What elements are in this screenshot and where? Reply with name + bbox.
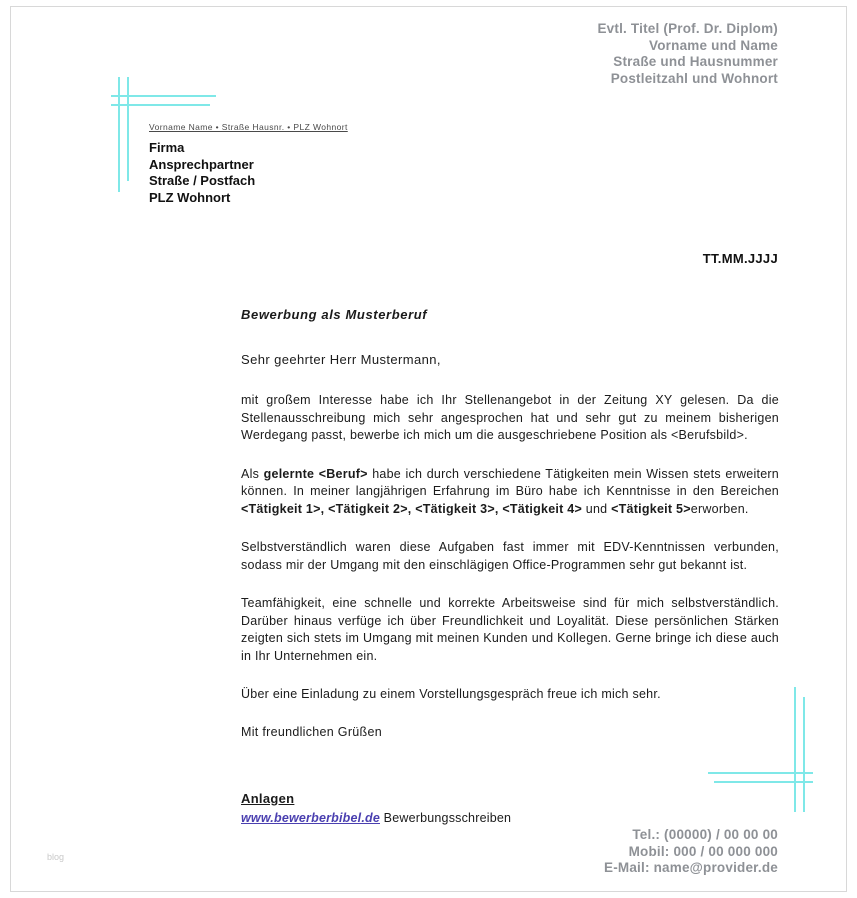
letter-subject: Bewerbung als Musterberuf bbox=[241, 307, 428, 322]
recipient-line-3: Straße / Postfach bbox=[149, 173, 256, 188]
paragraph-edv: Selbstverständlich waren diese Aufgaben fast immer mit EDV-Kenntnissen verbunden, sodass mir der Umgang mit den einschlägigen Office-Programmen sehr gut bekannt ist. bbox=[241, 540, 779, 572]
website-link[interactable]: www.bewerberbibel.de bbox=[241, 810, 380, 825]
qual-text-3: und bbox=[582, 501, 612, 516]
recipient-address-block bbox=[149, 140, 255, 206]
recipient-line-4: PLZ Wohnort bbox=[149, 189, 231, 205]
sender-address-block bbox=[597, 21, 778, 87]
qual-bold-3: <Tätigkeit 5> bbox=[611, 501, 691, 516]
letter-closing: Mit freundlichen Grüßen bbox=[241, 724, 382, 739]
footer-phone: Tel.: (00000) / 00 00 00 bbox=[632, 827, 778, 842]
qual-bold-2: <Tätigkeit 1>, <Tätigkeit 2>, <Tätigkeit 3>, <Tätigkeit 4> bbox=[241, 501, 583, 516]
attachments-text: Bewerbungsschreiben bbox=[380, 810, 512, 825]
qual-text-2: habe ich durch verschiedene Tätigkeiten mein Wissen stets erweitern können. In meiner langjährigen Erfahrung im Büro habe ich Kenntnisse in den Bereichen bbox=[241, 466, 780, 498]
sender-line-3: Straße und Hausnummer bbox=[613, 54, 778, 69]
paragraph-softskills: Teamfähigkeit, eine schnelle und korrekte Arbeitsweise sind für mich selbstverständlich. Darüber hinaus verfüge ich über Freundlichkeit und Loyalität. Diese persönlichen Stärken zeigten sich stets im Umgang mit meinen Kunden und Kollegen. Gerne bringe ich diese auch in Ihr Unternehmen ein. bbox=[241, 596, 779, 663]
qual-bold-1: gelernte <Beruf> bbox=[263, 466, 368, 481]
paragraph-intro: mit großem Interesse habe ich Ihr Stellenangebot in der Zeitung XY gelesen. Da die Stellenausschreibung mich sehr angesprochen hat und sehr gut zu meinem bisherigen Werdegang passt, bewerbe ich mich um die ausgeschriebene Position als <Berufsbild>. bbox=[241, 393, 779, 442]
sender-line-1: Evtl. Titel (Prof. Dr. Diplom) bbox=[597, 21, 778, 36]
letter-salutation: Sehr geehrter Herr Mustermann, bbox=[241, 352, 441, 367]
letter-sheet bbox=[10, 6, 847, 892]
footer-contact-block bbox=[604, 827, 778, 877]
decorative-cross-bottom-right bbox=[708, 687, 813, 812]
recipient-line-1: Firma bbox=[149, 140, 185, 155]
letter-date: TT.MM.JJJJ bbox=[702, 251, 778, 266]
letter-body bbox=[241, 307, 779, 825]
return-address-line: Vorname Name • Straße Hausnr. • PLZ Wohnort bbox=[149, 122, 348, 132]
paragraph-qualifications bbox=[241, 466, 779, 519]
paragraph-invitation: Über eine Einladung zu einem Vorstellungsgespräch freue ich mich sehr. bbox=[241, 687, 661, 701]
sender-line-4: Postleitzahl und Wohnort bbox=[610, 70, 778, 86]
watermark-label: blog bbox=[47, 852, 65, 862]
qual-text-1: Als bbox=[241, 466, 264, 481]
attachments-line bbox=[241, 811, 779, 825]
recipient-line-2: Ansprechpartner bbox=[149, 156, 254, 172]
sender-line-2: Vorname und Name bbox=[649, 37, 778, 53]
footer-mobile: Mobil: 000 / 00 000 000 bbox=[628, 843, 778, 859]
footer-email: E-Mail: name@provider.de bbox=[603, 860, 778, 875]
qual-text-4: erworben. bbox=[690, 501, 749, 516]
attachments-heading: Anlagen bbox=[241, 790, 295, 806]
